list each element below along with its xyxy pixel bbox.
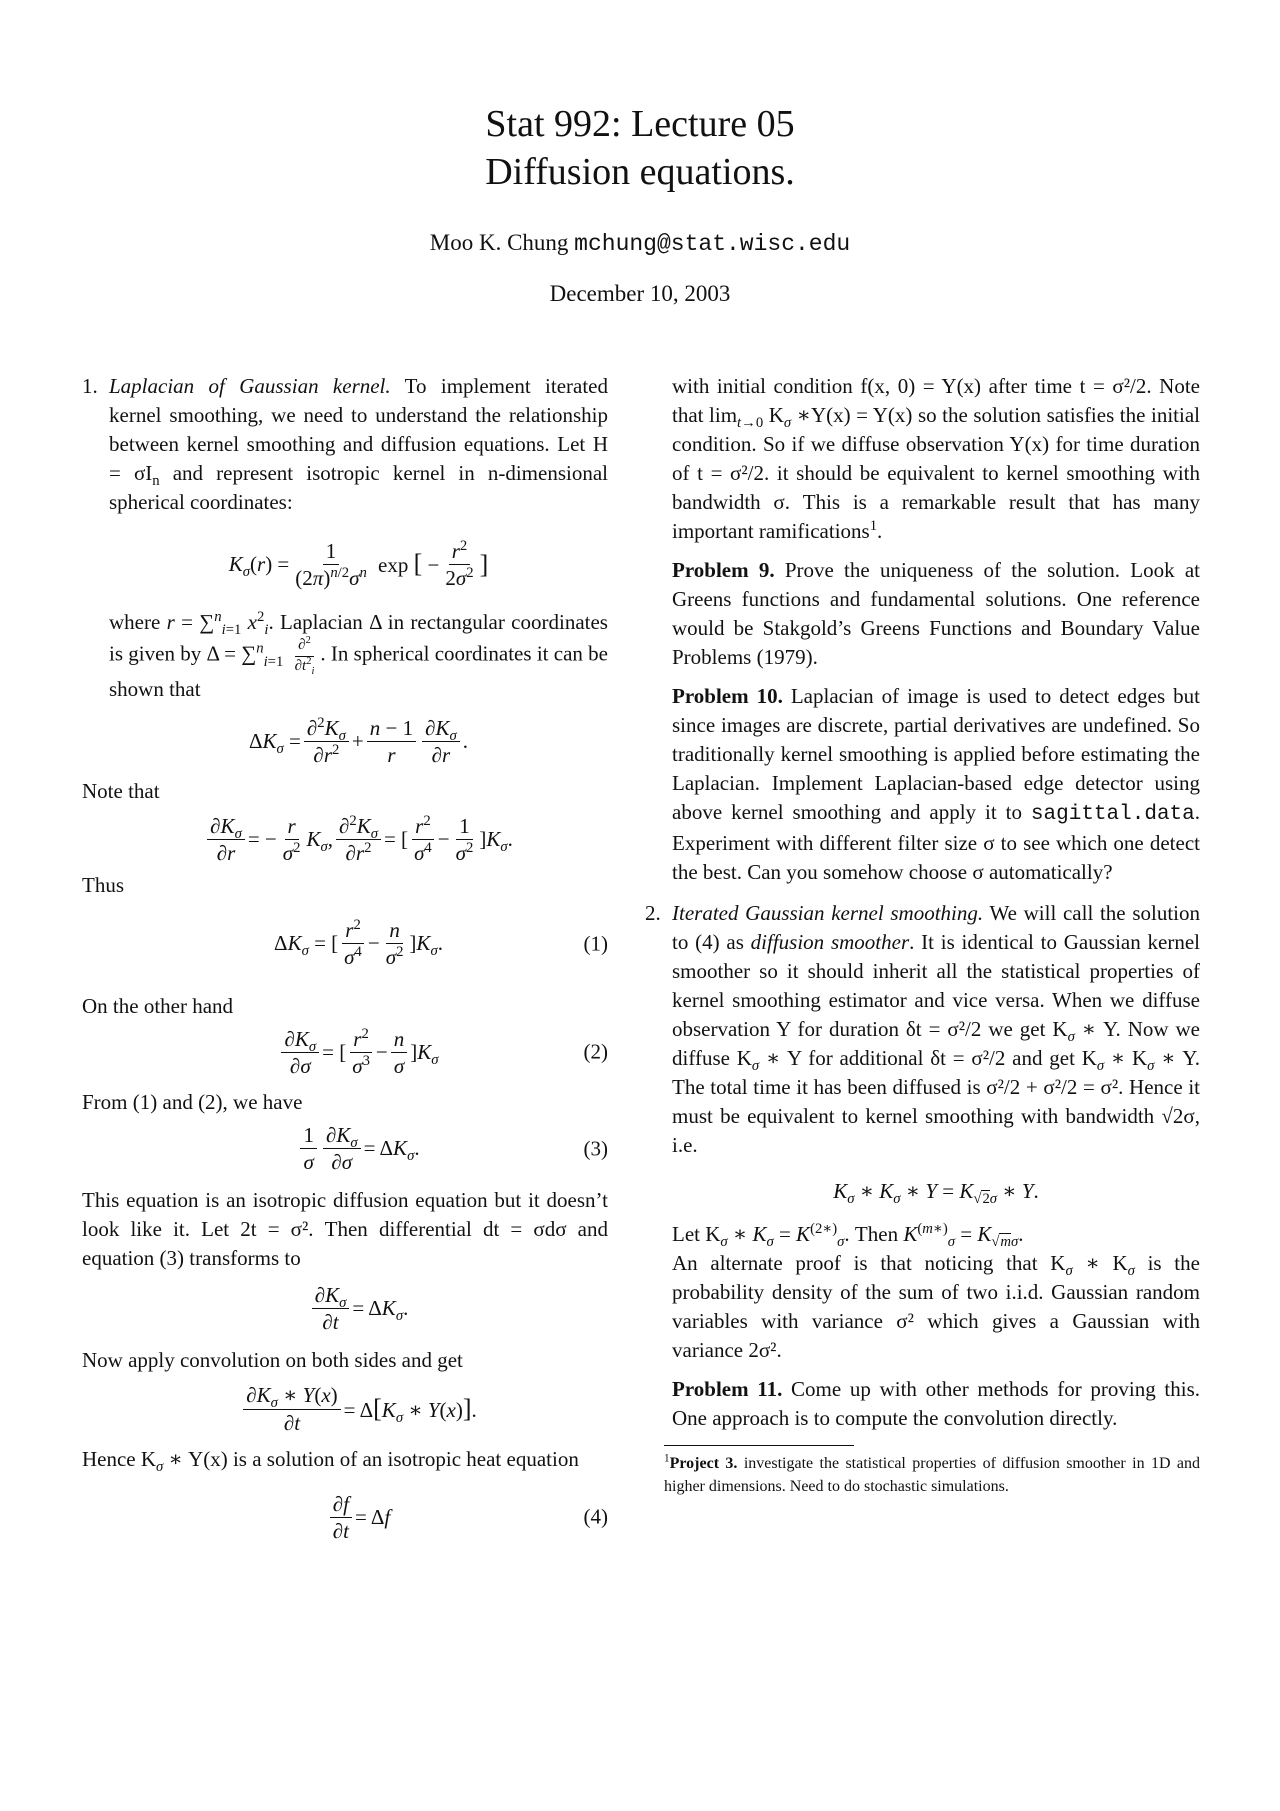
title-line-2: Diffusion equations. — [485, 151, 795, 193]
footnote-label: Project 3. — [669, 1455, 738, 1472]
hence-text: Hence $K_\sigma$ ∗ Y(x) is a solution of an isotropic heat equation — [82, 1446, 579, 1475]
alt-proof-text: An alternate proof is that noticing that $K_\sigma$ ∗ $K_\sigma$ is the probability density of the sum of two i.i.d. Gaussian random variables with variance σ² which gives a Gaussian with variance 2σ². — [672, 1251, 1200, 1362]
from12-text: From (1) and (2), we have — [82, 1089, 303, 1114]
equation-2: $\frac{\partial K_\sigma}{\partial\sigma}$ = [ $\frac{r^2}{\sigma^3}$ − $\frac{n}{\sigma}$ ]$K_\sigma$ (2) — [109, 1027, 608, 1078]
data-file-name: sagittal.data — [1030, 803, 1195, 826]
problem-11-text: Come up with other methods for proving this. One approach is to compute the convolution directly. — [672, 1377, 1200, 1430]
problem-9-label: Problem 9. — [672, 558, 775, 582]
equation-label-4: (4) — [583, 1504, 608, 1529]
problem-9-text: Prove the uniqueness of the solution. Look at Greens functions and fundamental solutions. One reference would be Stakgold’s Greens Functions and Boundary Value Problems (1979). — [672, 558, 1200, 669]
equation-1: $\Delta K_\sigma$ = [ $\frac{r^2}{\sigma^4}$ − $\frac{n}{\sigma^2}$ ]$K_\sigma$. (1) — [274, 917, 608, 970]
cont-c: ∗Y(x) = Y(x) so the solution satisfies the initial condition. So if we diffuse observation Y(x) for time duration of t = σ²/2. it should be equivalent to kernel smoothing with bandwidth σ. This is a remarkable result that has many important ramifications — [672, 403, 1200, 543]
hence-text-b: ∗ Y(x) is a solution of an isotropic heat equation — [163, 1446, 579, 1471]
continuation-text: with initial condition f(x, 0) = Y(x) after time t = σ²/2. Note that $\lim_{t\to 0} K_\sigma$ ∗Y(x) = Y(x) so the solution satisfies the initial condition. So if we diffuse observation Y(x) for time duration of t = σ²/2. it should be equivalent to kernel smoothing with bandwidth σ. This is a remarkable result that has many important ramifications$^1$. — [672, 374, 1200, 543]
note-that-text: Note that — [82, 779, 160, 804]
equation-3: $\frac{1}{\sigma}$ $\frac{\partial K_\sigma}{\partial\sigma}$ = $\Delta K_\sigma$. (3) — [109, 1123, 608, 1174]
section-number: 1. — [82, 374, 98, 398]
footnote — [664, 1452, 1200, 1498]
section-2-number: 2. — [645, 901, 661, 925]
author-email: mchung@stat.wisc.edu — [574, 231, 851, 257]
s2-text-4: ∗ Y for additional δt = σ²/2 and get K — [759, 1046, 1097, 1070]
section-2 — [645, 899, 1200, 1498]
equation-label-3: (3) — [583, 1136, 608, 1161]
equation-derivatives: $\frac{\partial K_\sigma}{\partial r}$ = − $\frac{r}{\sigma^2}$ $K_\sigma$, $\frac{\partial^2K_\sigma}{\partial r^2}$ = [ $\frac{r^2}{\sigma^4}$ − $\frac{1}{\sigma^2}$ ]$K_\sigma$. — [109, 814, 608, 865]
equation-label-1: (1) — [583, 931, 608, 956]
footnote-ref: 1 — [869, 518, 878, 534]
problem-10 — [672, 682, 1200, 887]
equation-label-2: (2) — [583, 1039, 608, 1064]
paper-header — [0, 100, 1280, 307]
problem-10-label: Problem 10. — [672, 684, 783, 708]
section-2-title: Iterated Gaussian kernel smoothing. — [672, 901, 984, 925]
problem-11 — [672, 1375, 1200, 1433]
convolution-text: Now apply convolution on both sides and get — [82, 1348, 463, 1373]
section-title: Laplacian of Gaussian kernel. — [109, 374, 391, 398]
section-1 — [82, 372, 608, 1543]
equation-time: $\frac{\partial K_\sigma}{\partial t}$ = $\Delta K_\sigma$. — [109, 1283, 608, 1334]
laplacian-text: where r = ∑$^n_{i=1}$ $x^2_i$. Laplacian Δ in rectangular coordinates is given by Δ = ∑$^n_{i=1}$ $\frac{\partial^2}{\partial t^2_i}$ . In spherical coordinates it can be shown that — [109, 609, 609, 701]
problem-10-text-2: . Experiment with different filter size σ to see which one detect the best. Can you somehow choose σ automatically? — [672, 800, 1200, 884]
cont-b: K — [763, 403, 784, 427]
isotropic-text: This equation is an isotropic diffusion equation but it doesn’t look like it. Let 2t = σ². Then differential dt = σdσ and equation (3) transforms to — [82, 1188, 608, 1271]
author-name: Moo K. Chung — [429, 230, 569, 255]
problem-11-label: Problem 11. — [672, 1377, 783, 1401]
thus-text: Thus — [82, 873, 124, 898]
equation-laplacian-spherical: $\Delta K_\sigma$ = $\frac{\partial^2K_\sigma}{\partial r^2}$ + $\frac{n - 1}{r}$ $\frac{\partial K_\sigma}{\partial r}$ . — [249, 714, 468, 767]
s2-emphasis: diffusion smoother — [750, 930, 910, 954]
s2-text-3: ∗ Y. Now we diffuse K — [672, 1017, 1200, 1070]
alt-proof-b: ∗ K — [1072, 1251, 1128, 1275]
hence-text-a: Hence K — [82, 1446, 157, 1471]
problem-9 — [672, 556, 1200, 672]
equation-kernel: $K_\sigma(r)$ = $\frac{1}{(2\pi)^{n/2}\sigma^n}$ exp [ − $\frac{r^2}{2\sigma^2}$ ] — [228, 538, 489, 591]
right-column — [645, 372, 1200, 1498]
equation-convolution: $\frac{\partial K_\sigma ∗ Y(x)}{\partial t}$ = $\Delta[K_\sigma$ ∗ Y(x)]. — [109, 1383, 608, 1434]
let-text: Let $K_\sigma$ ∗ $K_\sigma = K^{(2∗)}_\sigma$. Then $K^{(m∗)}_\sigma = K_{√m\sigma}$. — [672, 1221, 1024, 1251]
s2-text-6: ∗ Y. The total time it has been diffused is σ²/2 + σ²/2 = σ². Hence it must be equivalent to kernel smoothing with bandwidth √2σ, i.e. — [672, 1046, 1200, 1157]
author-line — [0, 230, 1280, 257]
section-1-intro — [109, 372, 608, 517]
intro-text: To implement iterated kernel smoothing, we need to understand the relationship between kernel smoothing and diffusion equations. Let H = σI — [109, 374, 608, 485]
left-column — [82, 372, 608, 1543]
alt-proof-a: An alternate proof is that noticing that K — [672, 1251, 1066, 1275]
date: December 10, 2003 — [549, 281, 731, 306]
intro-sub: n — [152, 473, 160, 490]
section-2-text: Iterated Gaussian kernel smoothing. We will call the solution to (4) as diffusion smoother. It is identical to Gaussian kernel smoother so it should inherit all the statistical properties of kernel smoothing estimator and vice versa. When we diffuse observation Y for duration δt = σ²/2 we get $K_\sigma$ ∗ Y. Now we diffuse $K_\sigma$ ∗ Y for additional δt = σ²/2 and get $K_\sigma$ ∗ $K_\sigma$ ∗ Y. The total time it has been diffused is σ²/2 + σ²/2 = σ². Hence it must be equivalent to kernel smoothing with bandwidth √2σ, i.e. — [672, 901, 1200, 1157]
equation-iterated: $K_\sigma$ ∗ $K_\sigma$ ∗ $Y = K_{√2\sigma}$ ∗ Y. — [833, 1178, 1039, 1207]
problem-10-text: Laplacian of image is used to detect edges but since images are discrete, partial derivatives are undefined. So traditionally kernel smoothing is applied before estimating the Laplacian. Implement Laplacian-based edge detector using above kernel smoothing and apply it to — [672, 684, 1200, 824]
title-line-1: Stat 992: Lecture 05 — [485, 103, 795, 145]
footnote-mark: 1 — [664, 1452, 670, 1465]
footnote-rule — [664, 1445, 854, 1446]
s2-text-2: . It is identical to Gaussian kernel smoother so it should inherit all the statistical properties of kernel smoothing estimator and vice versa. When we diffuse observation Y for duration δt = σ²/2 we get K — [672, 930, 1200, 1041]
s2-text-1: We will call the solution to (4) as — [672, 901, 1200, 954]
alt-proof-c: is the probability density of the sum of two i.i.d. Gaussian random variables with variance σ² which gives a Gaussian with variance 2σ². — [672, 1251, 1200, 1362]
s2-text-5: ∗ K — [1104, 1046, 1148, 1070]
equation-4: $\frac{\partial f}{\partial t}$ = Δf (4) — [109, 1492, 608, 1543]
cont-a: with initial condition f(x, 0) = Y(x) after time t = σ²/2. Note that lim — [672, 374, 1200, 427]
let-text-a: Let K — [672, 1222, 721, 1246]
footnote-text: investigate the statistical properties of diffusion smoother in 1D and higher dimensions. Need to do stochastic simulations. — [664, 1455, 1200, 1495]
other-hand-text: On the other hand — [82, 993, 234, 1018]
intro-end: and represent isotropic kernel in n-dimensional spherical coordinates: — [109, 461, 608, 514]
